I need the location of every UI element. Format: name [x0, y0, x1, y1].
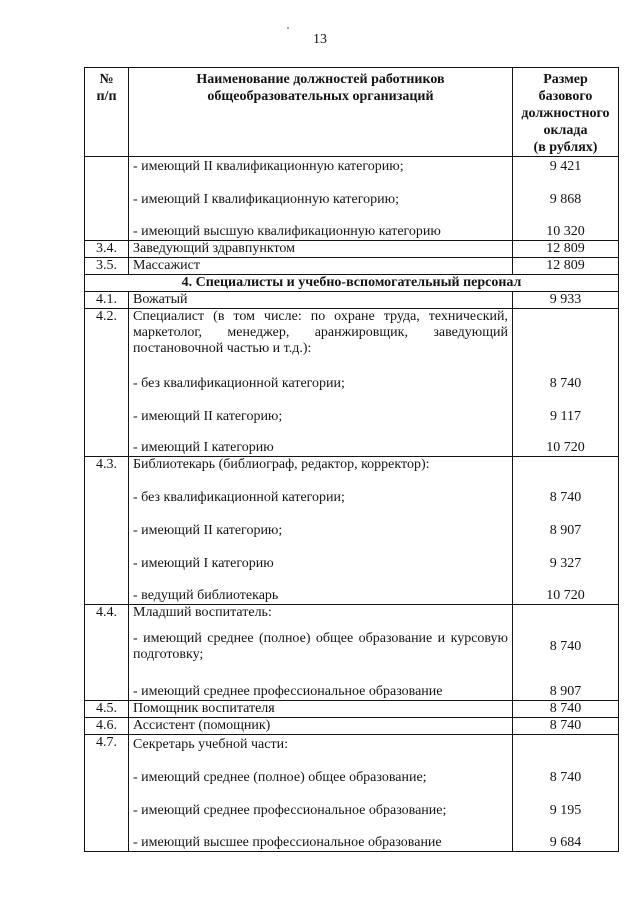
table-row	[85, 539, 619, 572]
row-salary	[513, 457, 619, 474]
row-name: - без квалификационной категории;	[129, 473, 513, 506]
table-row	[85, 506, 619, 539]
table-header-row	[85, 68, 619, 157]
row-num: 4.4.	[85, 604, 129, 701]
header-num-cell	[85, 68, 129, 157]
table-row	[85, 292, 619, 309]
table-row	[85, 208, 619, 241]
row-salary	[513, 735, 619, 753]
row-num: 4.7.	[85, 735, 129, 852]
row-name: - имеющий II категорию;	[129, 392, 513, 425]
table-row	[85, 309, 619, 359]
header-salary-line4: оклада	[543, 123, 588, 138]
table-row	[85, 157, 619, 175]
header-salary-line1: Размер	[543, 72, 588, 87]
row-name: - имеющий II категорию;	[129, 506, 513, 539]
row-name: - имеющий I квалификационную категорию;	[129, 175, 513, 208]
row-name: - имеющий I категорию	[129, 539, 513, 572]
row-name: - имеющий высшую квалификационную категорию	[129, 208, 513, 241]
row-name: Библиотекарь (библиограф, редактор, корректор):	[129, 457, 513, 474]
row-salary: 8 740	[513, 701, 619, 718]
row-salary: 9 933	[513, 292, 619, 309]
table-row	[85, 572, 619, 604]
header-name-cell	[129, 68, 513, 157]
row-salary: 8 740	[513, 621, 619, 673]
row-name: - имеющий II квалификационную категорию;	[129, 157, 513, 175]
page-number: 13	[313, 32, 327, 47]
row-salary: 8 740	[513, 473, 619, 506]
table-row	[85, 392, 619, 425]
row-name: Специалист (в том числе: по охране труда, технический, маркетолог, менеджер, аранжировщик, заведующий постановочной частью и т.д.):	[129, 309, 513, 359]
row-num: 4.5.	[85, 701, 129, 718]
row-name: Заведующий здравпунктом	[129, 241, 513, 258]
table-row	[85, 241, 619, 258]
row-salary: 12 809	[513, 241, 619, 258]
header-salary-line5: (в рублях)	[533, 140, 598, 155]
table-row	[85, 175, 619, 208]
row-name: - имеющий среднее (полное) общее образование и курсовую подготовку;	[129, 621, 513, 673]
row-salary: 10 720	[513, 425, 619, 457]
row-name: - имеющий среднее профессиональное образование	[129, 673, 513, 701]
table-row	[85, 786, 619, 819]
table-row	[85, 718, 619, 735]
header-name-line2: общеобразовательных организаций	[207, 89, 434, 104]
row-salary: 10 720	[513, 572, 619, 604]
table-row	[85, 258, 619, 275]
row-salary: 8 907	[513, 673, 619, 701]
row-name: Секретарь учебной части:	[129, 735, 513, 753]
row-name: Вожатый	[129, 292, 513, 309]
table-row	[85, 621, 619, 673]
row-salary: 9 868	[513, 175, 619, 208]
table-row	[85, 473, 619, 506]
table-row	[85, 735, 619, 753]
table-row	[85, 604, 619, 621]
row-name: Младший воспитатель:	[129, 604, 513, 621]
row-name: - имеющий I категорию	[129, 425, 513, 457]
row-num: 4.1.	[85, 292, 129, 309]
row-salary: 9 684	[513, 819, 619, 852]
row-name: - имеющий среднее (полное) общее образование;	[129, 753, 513, 786]
row-num: 3.4.	[85, 241, 129, 258]
row-name: - имеющий высшее профессиональное образование	[129, 819, 513, 852]
row-salary: 8 740	[513, 718, 619, 735]
table-row	[85, 819, 619, 852]
header-num-line1: №	[99, 72, 114, 87]
section-heading: 4. Специалисты и учебно-вспомогательный персонал	[85, 275, 619, 292]
table-row	[85, 457, 619, 474]
header-salary-line2: базового	[538, 89, 593, 104]
table-row	[85, 359, 619, 392]
row-name: - без квалификационной категории;	[129, 359, 513, 392]
row-salary: 9 117	[513, 392, 619, 425]
row-name: Массажист	[129, 258, 513, 275]
row-num: 4.6.	[85, 718, 129, 735]
scan-artifact-dot	[287, 27, 289, 29]
row-num: 4.2.	[85, 309, 129, 457]
table-row	[85, 753, 619, 786]
row-salary: 9 421	[513, 157, 619, 175]
row-salary: 8 740	[513, 753, 619, 786]
row-num: 3.5.	[85, 258, 129, 275]
row-num: 4.3.	[85, 457, 129, 605]
row-name: Помощник воспитателя	[129, 701, 513, 718]
section-heading-row	[85, 275, 619, 292]
row-name: Ассистент (помощник)	[129, 718, 513, 735]
salary-table	[84, 67, 619, 852]
row-salary	[513, 604, 619, 621]
row-salary: 8 740	[513, 359, 619, 392]
row-salary: 9 195	[513, 786, 619, 819]
table-row	[85, 673, 619, 701]
table-row	[85, 425, 619, 457]
row-salary	[513, 309, 619, 359]
table-row	[85, 701, 619, 718]
row-salary: 9 327	[513, 539, 619, 572]
header-salary-cell	[513, 68, 619, 157]
header-salary-line3: должностного	[521, 106, 610, 121]
row-salary: 8 907	[513, 506, 619, 539]
row-salary: 10 320	[513, 208, 619, 241]
header-name-line1: Наименование должностей работников	[196, 72, 445, 87]
row-salary: 12 809	[513, 258, 619, 275]
row-name: - имеющий среднее профессиональное образование;	[129, 786, 513, 819]
row-num	[85, 157, 129, 241]
row-name: - ведущий библиотекарь	[129, 572, 513, 604]
header-num-line2: п/п	[96, 89, 117, 104]
